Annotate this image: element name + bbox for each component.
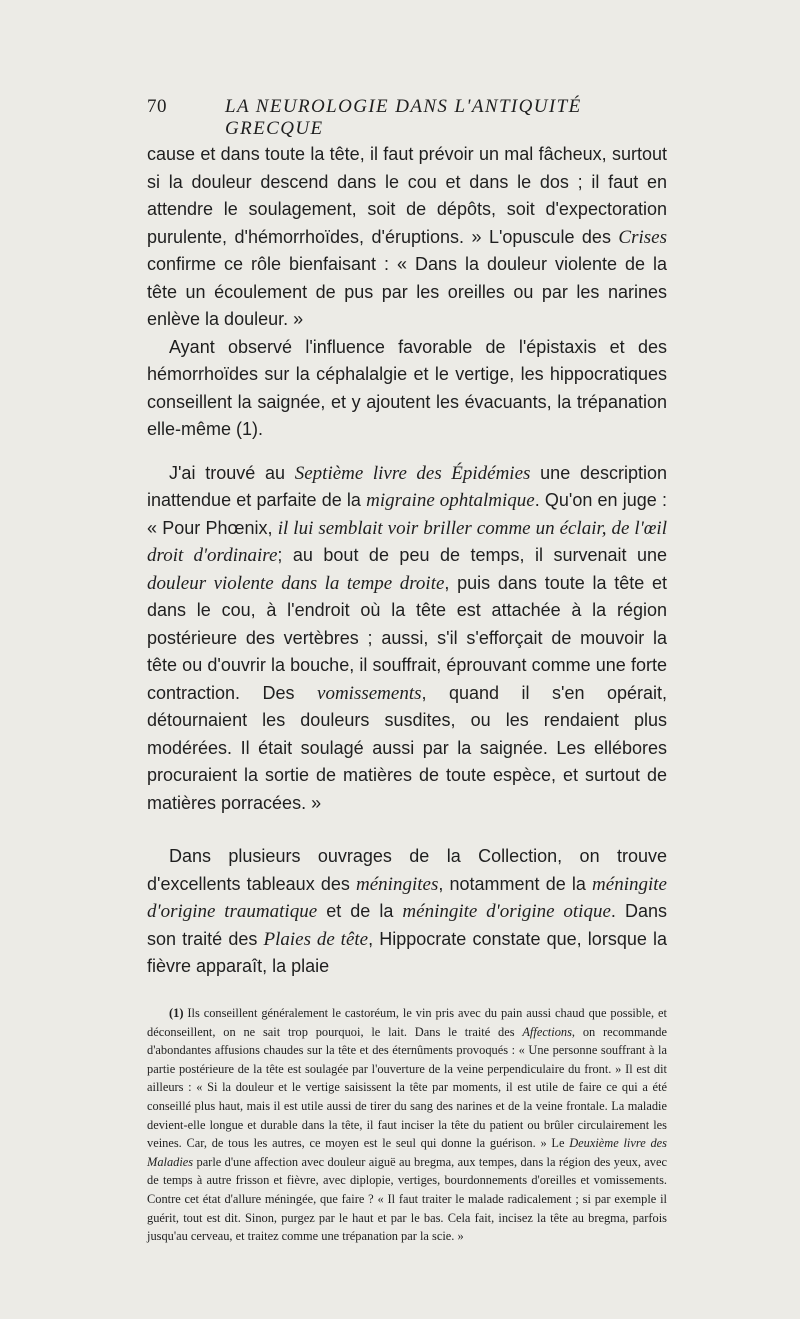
text-run: , notamment de la xyxy=(438,873,593,894)
italic-text: vomissements xyxy=(317,682,422,704)
footnote-marker: (1) xyxy=(169,1006,184,1020)
text-run: cause et dans toute la tête, il faut prévoir un mal fâcheux, surtout si la douleur descend dans le cou et dans le dos ; il faut en attendre le soulagement, soit de dépôts, soit d'expectoration purulente, d'hémorrhoïdes, d'éruptions. » L'opuscule des xyxy=(147,144,667,247)
page-header xyxy=(147,96,667,139)
italic-text: méningites xyxy=(356,873,439,895)
text-run: , quand il s'en opérait, détournaient les douleurs susdites, ou les rendaient plus modérées. Il était soulagé aussi par la saignée. Les ellébores procuraient la sortie de matières de toute espèce, et surtout de matières porracées. » xyxy=(147,682,667,813)
text-run: , on recommande d'abondantes affusions chaudes sur la tête et des éternûments provoqués : « Une personne souffrant à la partie postérieure de la tête est soulagée par l'ouverture de la veine perpendiculaire du front. » Il est dit ailleurs : « Si la douleur et le vertige saisissent la tête par moments, il est utile de faire ce qui a été conseillé plus haut, mais il est utile aussi de tirer du sang des narines et de la veine frontale. La maladie devient-elle longue et durable dans la tête, il faut inciser la tête du patient ou brûler circulairement les veines. Car, de tous les autres, ce moyen est le seul qui donne la guérison. » Le xyxy=(147,1024,667,1151)
text-run: ; au bout de peu de temps, il survenait une xyxy=(277,545,667,565)
footnote-1 xyxy=(147,1004,667,1246)
italic-text: Deuxième livre des Maladies xyxy=(147,1136,667,1169)
paragraph-1 xyxy=(147,141,667,334)
italic-text: douleur violente dans la tempe droite xyxy=(147,572,445,594)
italic-text: méningite d'origine otique xyxy=(402,901,611,922)
italic-text: migraine ophtalmique xyxy=(366,490,535,511)
footnote xyxy=(147,1004,667,1246)
paragraph-4 xyxy=(147,843,667,981)
italic-text: Crises xyxy=(618,226,667,248)
text-run: parle d'une affection avec douleur aiguë au bregma, aux tempes, dans la région des yeux, avec de temps à autre frisson et fièvre, avec diplopie, vertiges, bourdonnements d'oreilles et vomissements. Contre cet état d'allure méningée, que faire ? « Il faut traiter le malade radicalement ; si par exemple il guérit, tout est dit. Sinon, purgez par le haut et par le bas. Cela fait, incisez la tête au bregma, parfois jusqu'au cerveau, et traitez comme une trépanation par la scie. » xyxy=(147,1154,667,1244)
text-run: J'ai trouvé au xyxy=(169,462,295,483)
text-run: . Dans son traité des xyxy=(147,901,667,949)
paragraph-2 xyxy=(147,334,667,444)
italic-text: il lui semblait voir briller comme un éclair, de l'œil droit d'ordinaire xyxy=(147,517,667,566)
text-run: confirme ce rôle bienfaisant : « Dans la douleur violente de la tête un écoulement de pus par les oreilles ou par les narines enlève la douleur. » xyxy=(147,254,667,329)
text-run: une description inattendue et parfaite de la xyxy=(147,462,667,510)
text-run: , puis dans toute la tête et dans le cou, à l'endroit où la tête est attachée à la région postérieure des vertèbres ; aussi, s'il s'efforçait de mouvoir la tête ou d'ouvrir la bouche, il souffrait, éprouvant comme une forte contraction. Des xyxy=(147,572,668,703)
italic-text: méningite d'origine traumatique xyxy=(147,873,667,922)
paragraph-3 xyxy=(147,460,667,818)
text-run: et de la xyxy=(317,901,403,921)
text-run: Ayant observé l'influence favorable de l'épistaxis et des hémorrhoïdes sur la céphalalgie et le vertige, les hippocratiques conseillent la saignée, et y ajoutent les évacuants, la trépanation elle-même (1). xyxy=(147,336,667,439)
text-run: . Qu'on en juge : « Pour Phœnix, xyxy=(147,490,667,538)
text-run: Dans plusieurs ouvrages de la Collection, on trouve d'excellents tableaux des xyxy=(147,846,667,894)
running-title: LA NEUROLOGIE DANS L'ANTIQUITÉ GRECQUE xyxy=(225,96,582,139)
text-run: , Hippocrate constate que, lorsque la fièvre apparaît, la plaie xyxy=(147,928,667,976)
italic-text: Affections xyxy=(522,1024,572,1039)
italic-text: Septième livre des Épidémies xyxy=(294,462,531,484)
italic-text: Plaies de tête xyxy=(263,928,369,950)
footnote-text xyxy=(147,1006,667,1243)
main-text xyxy=(147,141,667,981)
page-number: 70 xyxy=(147,96,167,117)
text-run: Ils conseillent généralement le castoréum, le vin pris avec du pain aussi chaud que possible, et déconseillent, on ne sait trop pourquoi, le lait. Dans le traité des xyxy=(147,1006,667,1039)
